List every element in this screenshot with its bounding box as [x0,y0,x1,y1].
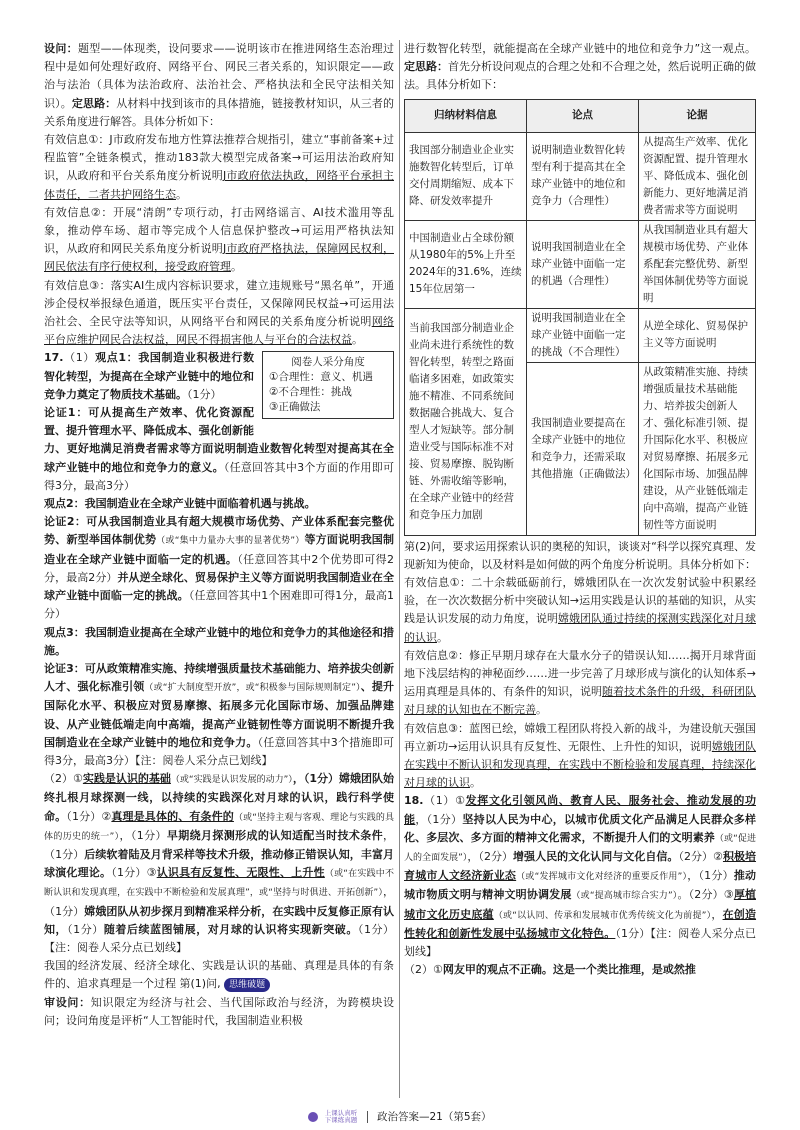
text-run: ，（1分）嫦娥团队始终扎根月球探测一线，以持续的实践深化对月球的认识，践行科学使命。 [44,772,395,823]
text-run: 。 [176,187,187,201]
left-para-2 [44,131,394,204]
text-run: 积极培育城市人文经济新业态 [404,850,757,883]
text-run: 坚持以人民为中心，以城市优质文化产品满足人民群众多样化、多层次、多方面的精神文化需求，不断提升人们的文明素养 [404,812,757,844]
table-body [405,132,756,535]
text-run: 有效信息③：蓝图已绘，嫦娥工程团队将投入新的战斗，为建设航天强国再立新功→运用认识具有反复性、无限性、上升性的知识，说明 [404,721,756,753]
left-para-3 [44,204,394,277]
text-run: 等方面说明我国制造业在全球产业链中面临一定的机遇。 [44,533,395,566]
text-run: 网络平台应维护网民合法权益，网民不得损害他人与平台的合法权益 [44,315,395,347]
text-run: 观点1：我国制造业积极进行数智化转型，为提高在全球产业链中的地位和竞争力奠定了物质技术基础。 [44,351,255,401]
text-run: 实践是认识的基础 [82,772,171,786]
text-run: ，（1分） [44,828,395,861]
text-run: （或“集中力量办大事的显著优势”） [156,536,305,547]
q17-thinking-intro [44,957,394,993]
text-run: （1分） [67,922,104,936]
right-para-2 [404,538,756,574]
logo-line-2: 下课练真题 [324,1116,358,1124]
table-cell-evidence: 从提高生产效率、优化资源配置、提升管理水平、降低成本、强化创新能力、更好地满足消费者需求等方面说明 [639,132,756,220]
text-run: 。 [536,703,547,717]
publisher-logo-text [325,1110,358,1124]
text-run: 第(2)问，要求运用探索认识的奥秘的知识，谈谈对“科学以探究真理、发现新知为使命，以及材料是如何做的两个角度分析说明。具体分析如下： [404,539,756,571]
text-run: 有效信息①：二十余载砥砺前行，嫦娥团队在一次次发射试验中积累经验，在一次次数据分析中突破认知→运用实践是认识的基础的知识，从实践是认识发展的动力角度，说明 [404,576,756,626]
scoring-angle-item: ①合理性：意义、机遇 [269,371,373,384]
text-run: 认识具有反复性、无限性、上升性 [156,866,325,880]
footer-separator [367,1111,368,1123]
table-cell-evidence: 从我国制造业具有超大规模市场优势、产业体系配套完整优势、新型举国体制优势等方面说明 [639,220,756,308]
text-run: 网友甲的观点不正确。这是一个类比推理，是或然推 [442,963,696,977]
logo-line-1: 上课认真听 [324,1109,358,1117]
text-run: （或“坚持主观与客观、理论与实践的具体的历史的统一”） [44,812,395,842]
text-run: 嫦娥团队从初步探月到精准采样分析，在实践中反复修正原有认知， [44,904,395,936]
q17-thinking-text: 我国的经济发展、经济全球化、实践是认识的基础、真理是具体的有条件的、追求真理是一个过程 [44,959,394,991]
text-run: 审设问： [44,995,91,1009]
q17-viewpoint-3 [44,624,394,660]
text-run: 嫦娥团队在实践中不断认识和发现真理，在实践中不断检验和发展真理，持续深化对月球的认识 [404,739,757,790]
table-row [405,308,756,362]
q17-thinking-ref: 第(1)问, [179,977,221,991]
right-column [404,40,756,979]
text-run: 真理是具体的、有条件的 [111,809,234,823]
text-run: 、提升国际化水平、积极应对贸易摩擦、拓展多元化国际市场、加强品牌建设、从产业链低端走向中高端，提高产业链韧性等方面说明不断提升我国制造业在全球产业链中的地位和竞争力。 [44,680,395,749]
text-run: （或“发挥城市文化对经济的重要反作用”） [516,872,688,883]
text-run: 设问： [44,42,78,55]
text-run: 发挥文化引领风尚、教育人民、服务社会、推动发展的功能 [404,794,756,826]
text-run: （1）① [423,794,466,808]
text-run: 后续软着陆及月背采样等技术升级，推动修正错误认知，丰富月球演化理论。 [44,847,395,880]
text-run: （任意回答其中1个困难即可得1分，最高1分） [44,589,394,621]
text-run: （或“提高城市综合实力”） [571,891,678,902]
q18-part-2 [404,961,756,979]
text-run: （任意回答其中2个优势即可得2分，最高2分） [44,552,395,584]
left-para-4 [44,277,394,350]
thinking-badge: 思维破题 [224,978,270,992]
column-divider [399,40,400,1098]
text-run: J市政府依法执政，网络平台承担主体责任，二者共护网络生态 [44,169,394,201]
scoring-angle-item: ③正确做法 [269,401,321,414]
text-run: （2）① [44,772,83,786]
text-run: ， [711,907,723,921]
text-run: （任意回答其中3个方面的作用即可得3分，最高3分） [44,460,395,492]
text-run: 随着后续蓝图铺展，对月球的认识将实现新突破。 [103,922,358,936]
text-run: 题型——体现类，设问要求——说明该市在推进网络生态治理过程中是如何处理好政府、网络平台、网民三者关系的，知识限定——政治与法治（具体为法治政府、法治社会、严格执法和全民守法相关知识）。 [44,42,395,110]
text-run: （1分）② [66,809,112,823]
text-run: 。 [470,776,481,790]
text-run: ，（1分） [44,885,394,918]
text-run: （1分） [187,387,222,401]
text-run: （2）① [404,963,443,977]
table-cell-evidence: 从政策精准实施、持续增强质量技术基础能力、培养拔尖创新人才、强化标准引领、提升国际化水平、积极应对贸易摩擦、拓展多元化国际市场、加强品牌建设，从产业链低端走向中高端，提高产业链韧性等方面说明 [639,362,756,535]
table-header-cell: 归纳材料信息 [405,99,527,132]
text-run: 有效信息②：开展“清朗”专项行动，打击网络谣言、AI技术滥用等乱象，推动停车场、超市等完成个人信息保护整改→可运用严格执法知识，从政府和网民关系角度分析说明 [44,205,394,256]
text-run: 观点2：我国制造业在全球产业链中面临着机遇与挑战。 [44,497,316,511]
right-para-3 [404,574,756,647]
text-run: 定思路： [404,60,448,74]
left-column [44,40,394,1030]
table-cell-claim: 说明我国制造业在全球产业链中面临一定的挑战（不合理性） [527,308,639,362]
text-run: 。 [231,260,242,274]
text-run: 论证3：可从政策精准实施、持续增强质量技术基础能力、培养拔尖创新人才、强化标准引领 [44,661,394,694]
text-run: （或“在实践中不断认识和发现真理，在实践中不断检验和发展真理”，或“坚持与时俱进、开拓创新”） [44,869,394,899]
left-para-1 [44,40,394,131]
table-row [405,220,756,308]
text-run: 。（2分）③ [677,888,734,902]
text-run: J市政府严格执法，保障网民权利，网民依法有序行使权利，接受政府管理 [44,242,394,274]
text-run: （任意回答其中3个措施即可得3分，最高3分） [44,735,395,767]
right-para-5 [404,720,756,793]
text-run: 观点3：我国制造业提高在全球产业链中的地位和竞争力的其他途径和措施。 [44,625,394,657]
text-run: 首先分析设问观点的合理之处和不合理之处，然后说明正确的做法。具体分析如下： [404,60,756,92]
page-number: 政治答案—21（第5套） [376,1111,492,1123]
table-header-cell: 论点 [527,99,639,132]
table-cell-info: 当前我国部分制造业企业尚未进行系统性的数智化转型，转型之路面临诸多困难，如政策实施不精准、不同系统间数据融合挑战大、复合型人才短缺等。部分制造业受与国际标准不对接、贸易摩擦、脱钩断链、外需收缩等影响，在全球产业链中的经营和竞争压力加剧 [405,308,527,535]
text-run: 。 [352,333,363,347]
text-run: 早期绕月探测形成的认知适配当时技术条件 [166,828,384,842]
q17-part-2 [44,770,394,957]
text-run: 知识限定为经济与社会、当代国际政治与经济，为跨模块设问；设问角度是评析“人工智能时代，我国制造业积极 [44,995,395,1027]
text-run: 进行数智化转型，就能提高在全球产业链中的地位和竞争力”这一观点。 [404,42,756,55]
text-run: 推动城市物质文明与精神文明协调发展 [404,869,757,902]
text-run: 18. [404,794,424,808]
table-cell-claim: 说明我国制造业在全球产业链中面临一定的机遇（合理性） [527,220,639,308]
text-run: ，（1分） [687,869,734,883]
text-run: 增强人民的文化认同与文化自信。 [513,850,679,864]
scoring-angle-title: 阅卷人采分角度 [291,356,365,369]
text-run: 定思路： [71,96,117,110]
table-cell-claim: 我国制造业要提高在全球产业链中的地位和竞争力，还需采取其他措施（正确做法） [527,362,639,535]
q17-argument-2 [44,513,394,623]
text-run: 厚植城市文化历史底蕴 [404,888,756,921]
text-run: （或“以认同、传承和发展城市优秀传统文化为前提”） [493,910,712,921]
text-run: 并从逆全球化、贸易保护主义等方面说明我国制造业在全球产业链中面临一定的挑战。 [44,570,394,603]
text-run: （2分）② [678,850,723,864]
text-run: 嫦娥团队通过持续的探测实践深化对月球的认识 [404,612,756,644]
text-run: （或“扩大制度型开放”，或“积极参与国际规则制定”） [144,683,361,694]
text-run: ，（1分） [119,828,167,842]
analysis-table [404,99,756,536]
text-run: （1分）【注：阅卷人采分点已划线】 [404,926,756,959]
publisher-logo-icon [308,1112,318,1122]
q17-argument-3 [44,660,394,770]
text-run: （或“实践是认识发展的动力”） [170,775,293,786]
q18-part-1 [404,792,756,961]
text-run: （1分）【注：阅卷人采分点已划线】 [44,922,395,954]
right-para-1 [404,40,756,95]
text-run: （1） [63,351,96,365]
right-para-4 [404,647,756,720]
text-run: ，（2分） [467,850,514,864]
text-run: ，（1分） [415,812,463,826]
table-header-row [405,99,756,132]
text-run: 17. [44,351,64,365]
table-cell-claim: 说明制造业数智化转型有利于提高其在全球产业链中的地位和竞争力（合理性） [527,132,639,220]
table-cell-info: 中国制造业占全球份额从1980年的5%上升至2024年的31.6%，连续15年位居第一 [405,220,527,308]
text-run: 。 [437,630,448,644]
text-run: 从材料中找到该市的具体措施，链接教材知识，从三者的关系角度进行解答。具体分析如下： [44,96,395,128]
q17-viewpoint-2 [44,495,394,513]
scoring-angle-item: ②不合理性：挑战 [269,386,352,399]
text-run: （1分）③ [111,866,157,880]
text-run: 有效信息③：落实AI生成内容标识要求，建立违规账号“黑名单”，开通涉企侵权举报绿色通道，既压实平台责任，又保障网民权益→可运用法治社会、全民守法等知识，从网络平台和网民的关系角度分析说明 [44,278,394,329]
text-run: 有效信息②：修正早期月球存在大量水分子的错误认知……揭开月球背面地下浅层结构的神秘面纱……进一步完善了月球形成与演化的认知体系→运用真理是具体的、有条件的知识，说明 [404,648,756,699]
text-run: 【注：阅卷人采分点已划线】 [135,753,273,767]
text-run: 有效信息①：J市政府发布地方性算法推荐合规指引，建立“事前备案+过程监管”全链条模式，推动183款大模型完成备案→可运用法治政府知识，从政府和平台关系角度分析说明 [44,133,394,183]
table-header-cell: 论据 [639,99,756,132]
text-run: 在创造性转化和创新性发展中弘扬城市文化特色。 [404,907,757,940]
text-run: 随着技术条件的升级，科研团队对月球的认知也在不断完善 [404,685,756,717]
table-cell-evidence: 从逆全球化、贸易保护主义等方面说明 [639,308,756,362]
text-run: （或“促进人的全面发展”） [404,833,757,864]
table-row [405,132,756,220]
text-run: 论证1：可从提高生产效率、优化资源配置、提升管理水平、降低成本、强化创新能力、更好地满足消费者需求等方面说明制造业数智化转型对提高其在全球产业链中的地位和竞争力的意义。 [44,406,394,474]
table-cell-info: 我国部分制造业企业实施数智化转型后，订单交付周期缩短、成本下降、研发效率提升 [405,132,527,220]
page-footer [0,1108,800,1126]
q17-question-analysis [44,994,394,1030]
scoring-angle-box [262,351,394,419]
text-run: 论证2：可从我国制造业具有超大规模市场优势、产业体系配套完整优势、新型举国体制优势 [44,515,394,547]
